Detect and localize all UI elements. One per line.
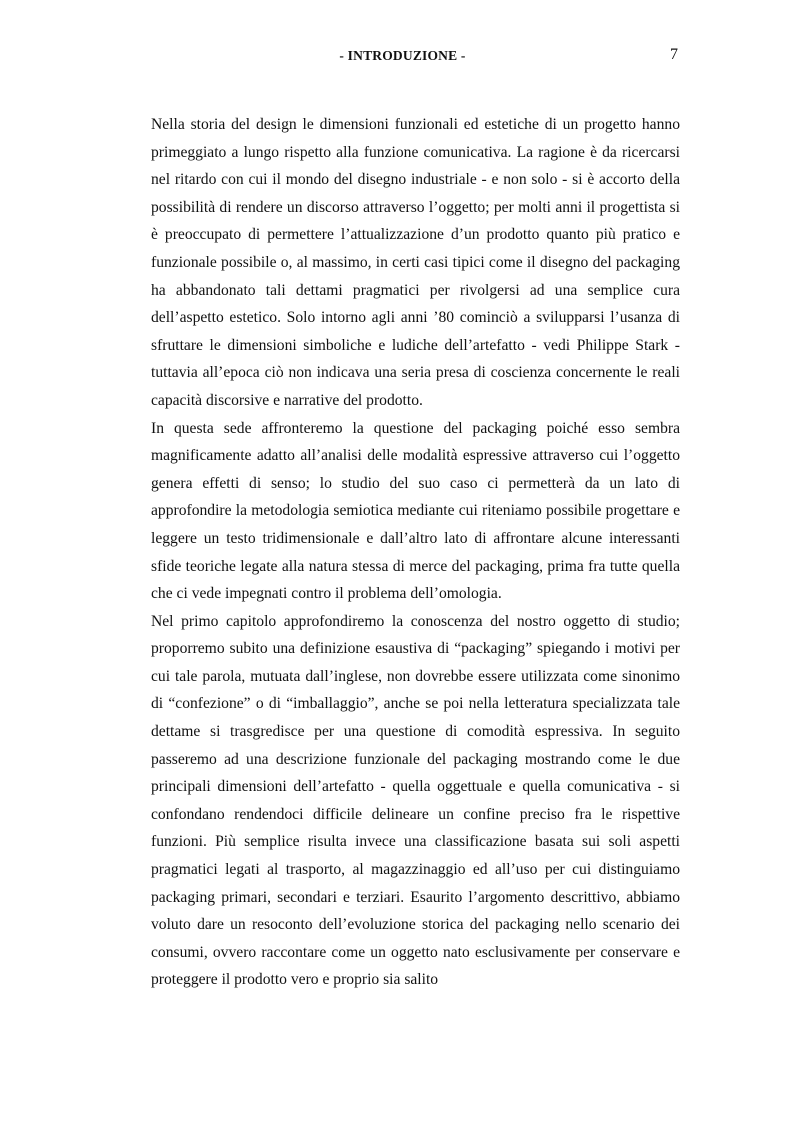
body-text <box>151 111 680 994</box>
paragraph-1: Nella storia del design le dimensioni funzionali ed estetiche di un progetto hanno primeggiato a lungo rispetto alla funzione comunicativa. La ragione è da ricercarsi nel ritardo con cui il mondo del disegno industriale - e non solo - si è accorto della possibilità di rendere un discorso attraverso l’oggetto; per molti anni il progettista si è preoccupato di permettere l’attualizzazione d’un prodotto quanto più pratico e funzionale possibile o, al massimo, in certi casi tipici come il disegno del packaging ha abbandonato tali dettami pragmatici per rivolgersi ad una semplice cura dell’aspetto estetico. Solo intorno agli anni ’80 cominciò a svilupparsi l’usanza di sfruttare le dimensioni simboliche e ludiche dell’artefatto - vedi Philippe Stark - tuttavia all’epoca ciò non indicava una seria presa di coscienza concernente le reali capacità discorsive e narrative del prodotto. <box>151 116 680 409</box>
chapter-title: - INTRODUZIONE - <box>339 48 466 63</box>
page-number: 7 <box>670 46 678 63</box>
running-header <box>0 46 793 66</box>
paragraph-2: In questa sede affronteremo la questione del packaging poiché esso sembra magnificamente adatto all’analisi delle modalità espressive attraverso cui l’oggetto genera effetti di senso; lo studio del suo caso ci permetterà da un lato di approfondire la metodologia semiotica mediante cui riteniamo possibile progettare e leggere un testo tridimensionale e dall’altro lato di affrontare alcune interessanti sfide teoriche legate alla natura stessa di merce del packaging, prima fra tutte quella che ci vede impegnati contro il problema dell’omologia. <box>151 419 680 603</box>
paragraph-3: Nel primo capitolo approfondiremo la conoscenza del nostro oggetto di studio; proporremo subito una definizione esaustiva di “packaging” spiegando i motivi per cui tale parola, mutuata dall’inglese, non dovrebbe essere utilizzata come sinonimo di “confezione” o di “imballaggio”, anche se poi nella letteratura specializzata tale dettame si trasgredisce per una questione di comodità espressiva. In seguito passeremo ad una descrizione funzionale del packaging mostrando come le due principali dimensioni dell’artefatto - quella oggettuale e quella comunicativa - si confondano rendendoci difficile delineare un confine preciso fra le rispettive funzioni. Più semplice risulta invece una classificazione basata sui soli aspetti pragmatici legati al trasporto, al magazzinaggio ed all’uso per cui distinguiamo packaging primari, secondari e terziari. Esaurito l’argomento descrittivo, abbiamo voluto dare un resoconto dell’evoluzione storica del packaging nello scenario dei consumi, ovvero raccontare come un oggetto nato esclusivamente per conservare e proteggere il prodotto vero e proprio sia salito <box>151 612 680 989</box>
